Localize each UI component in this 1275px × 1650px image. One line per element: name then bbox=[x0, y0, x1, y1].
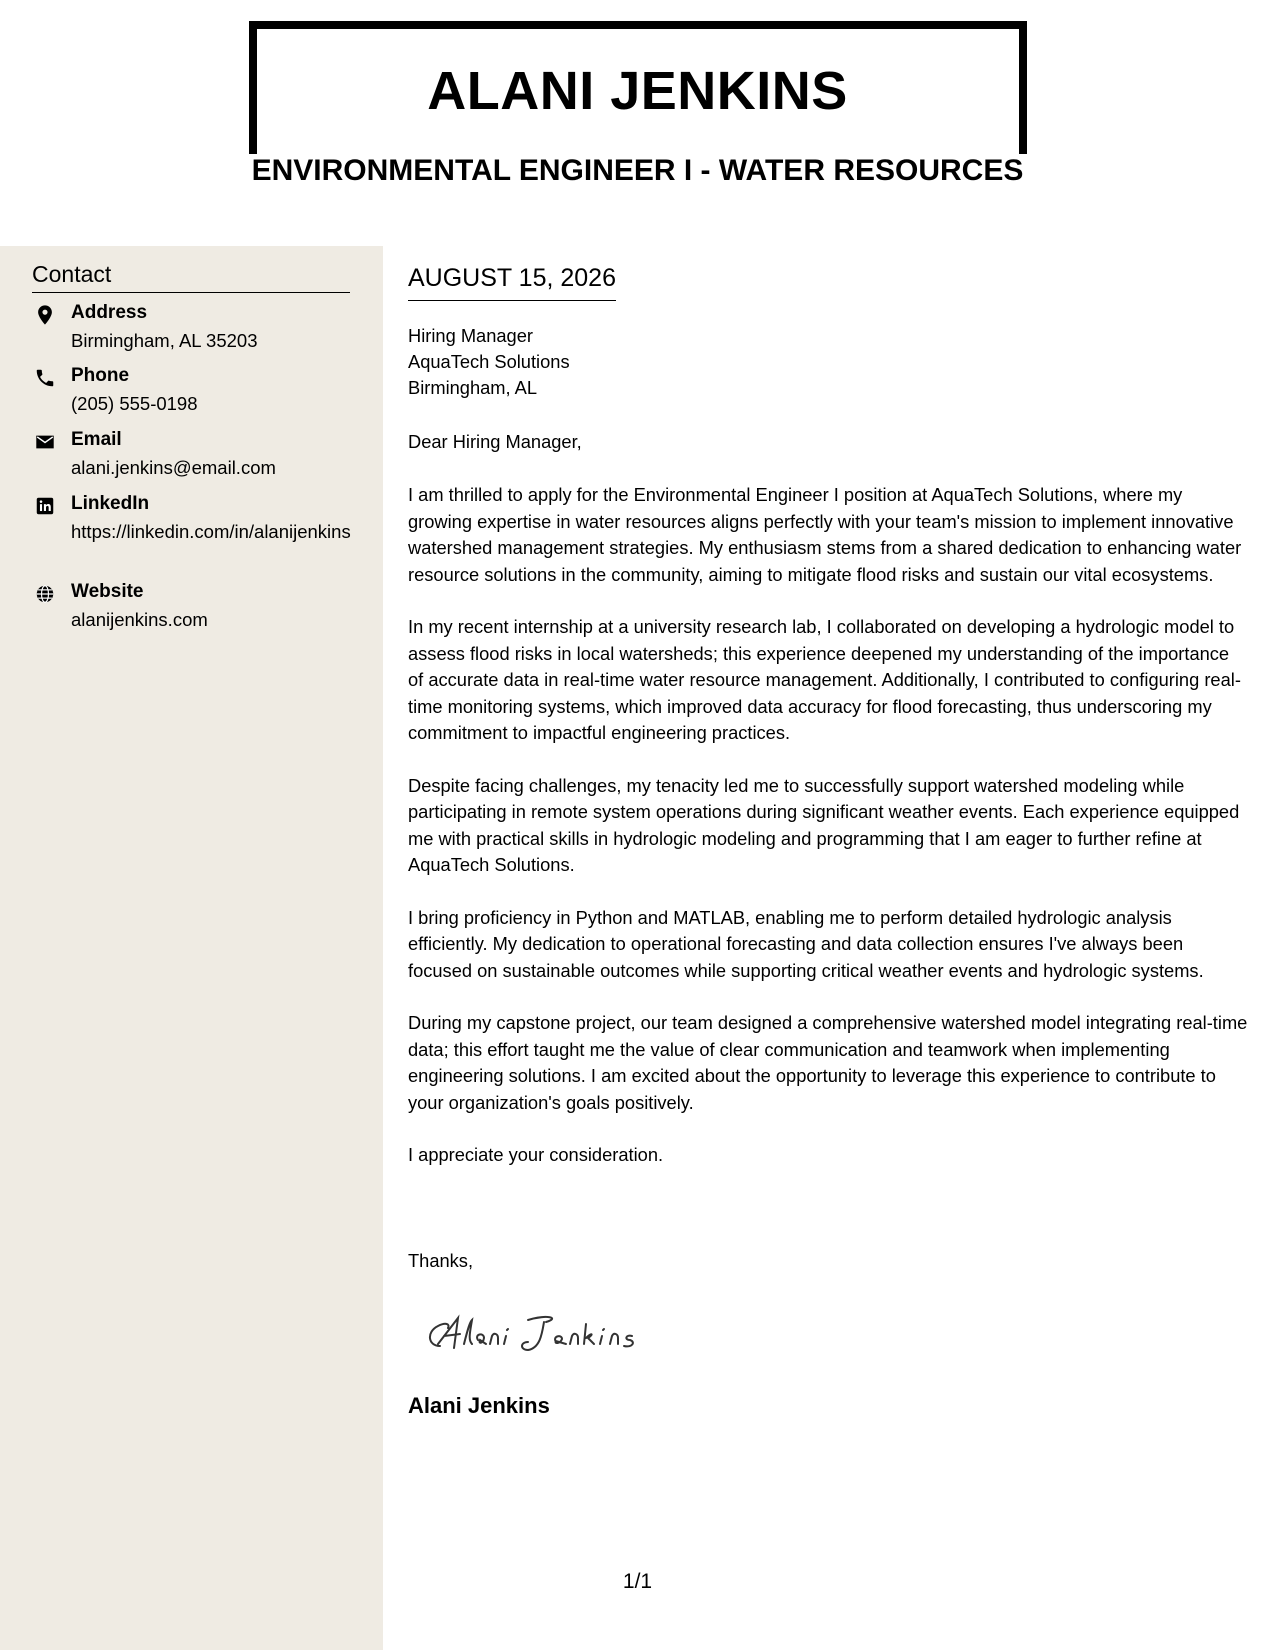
page-number: 1/1 bbox=[622, 1570, 653, 1593]
job-title: ENVIRONMENTAL ENGINEER I - WATER RESOURCES bbox=[251, 154, 1024, 187]
closing: Thanks, bbox=[408, 1250, 474, 1271]
globe-icon bbox=[34, 583, 56, 605]
salutation: Dear Hiring Manager, bbox=[408, 431, 582, 452]
contact-heading: Contact bbox=[32, 261, 350, 293]
contact-label: Phone bbox=[71, 365, 130, 386]
contact-label: Address bbox=[71, 302, 148, 323]
body-paragraph: I bring proficiency in Python and MATLAB, enabling me to perform detailed hydrologic analysis efficiently. My dedication to operational forecasting and data collection ensures I've always been focused on sustainable outcomes while supporting critical weather events and hydrologic systems. bbox=[408, 906, 1204, 981]
body-paragraph: I am thrilled to apply for the Environmental Engineer I position at AquaTech Solutions, where my growing expertise in water resources aligns perfectly with your team's mission to implement innovative watershed management strategies. My enthusiasm stems from a shared dedication to enhancing water resource solutions in the community, aiming to mitigate flood risks and sustain our vital ecosystems. bbox=[408, 484, 1242, 585]
body-paragraph: During my capstone project, our team designed a comprehensive watershed model integrating real-time data; this effort taught me the value of clear communication and teamwork when implementing engineering solutions. I am excited about the opportunity to leverage this experience to contribute to your organization's goals positively. bbox=[408, 1012, 1248, 1113]
linkedin-icon bbox=[34, 495, 56, 517]
contact-value: Birmingham, AL 35203 bbox=[71, 330, 258, 351]
map-pin-icon bbox=[34, 304, 56, 326]
applicant-name: ALANI JENKINS bbox=[427, 61, 848, 121]
letter-date: AUGUST 15, 2026 bbox=[408, 264, 616, 301]
phone-icon bbox=[34, 367, 56, 389]
body-paragraph: I appreciate your consideration. bbox=[408, 1144, 664, 1165]
recipient-line: Birmingham, AL bbox=[408, 377, 538, 398]
signature-image bbox=[420, 1304, 660, 1369]
contact-value: (205) 555-0198 bbox=[71, 393, 198, 414]
contact-value[interactable]: alanijenkins.com bbox=[71, 609, 208, 630]
recipient-block bbox=[408, 323, 1248, 401]
contact-label: Website bbox=[71, 581, 144, 602]
body-paragraph: Despite facing challenges, my tenacity led me to successfully support watershed modeling while participating in remote system operations during significant weather events. Each experience equipped me with practical skills in hydrologic modeling and programming that I am eager to further refine at AquaTech Solutions. bbox=[408, 774, 1240, 875]
email-icon bbox=[34, 431, 56, 453]
letter-body bbox=[408, 482, 1248, 1195]
body-paragraph: In my recent internship at a university research lab, I collaborated on developing a hydrologic model to assess flood risks in local watersheds; this experience deepened my understanding of the importance of accurate data in real-time water resource management. Additionally, I contributed to configuring real-time monitoring systems, which improved data accuracy for flood forecasting, thus underscoring my commitment to impactful engineering practices. bbox=[408, 616, 1241, 743]
contact-value: alani.jenkins@email.com bbox=[71, 457, 276, 478]
recipient-line: AquaTech Solutions bbox=[408, 351, 570, 372]
signer-name: Alani Jenkins bbox=[408, 1393, 550, 1418]
contact-value[interactable]: https://linkedin.com/in/alanijenkins bbox=[71, 521, 351, 542]
recipient-line: Hiring Manager bbox=[408, 325, 533, 346]
contact-label: LinkedIn bbox=[71, 493, 150, 514]
contact-label: Email bbox=[71, 429, 122, 450]
